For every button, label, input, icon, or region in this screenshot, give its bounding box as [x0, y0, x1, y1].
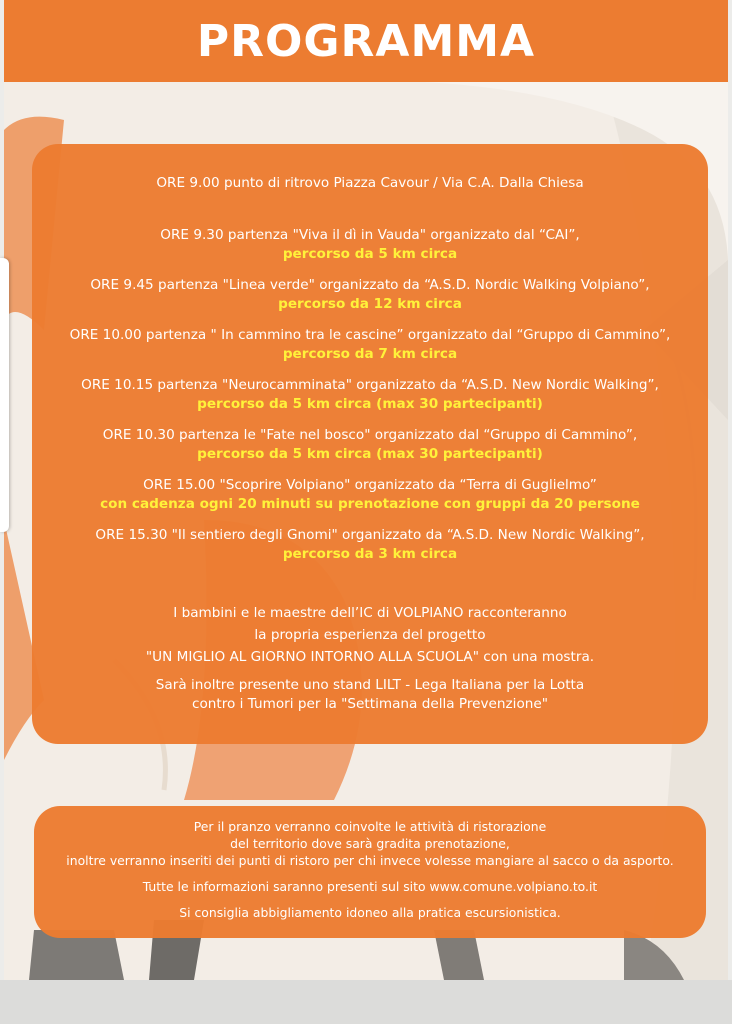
schedule-text: ORE 15.00 "Scoprire Volpiano" organizzato da “Terra di Guglielmo”	[143, 477, 597, 493]
lunch-line: Per il pranzo verranno coinvolte le attività di ristorazione	[193, 819, 547, 834]
lunch-line: inoltre verranno inseriti dei punti di ristoro per chi invece volesse mangiare al sacco o da asporto.	[66, 853, 674, 868]
meeting-point: ORE 9.00 punto di ritrovo Piazza Cavour / Via C.A. Dalla Chiesa	[156, 175, 584, 191]
bottom-bar	[0, 980, 732, 1024]
school-project	[32, 602, 708, 668]
schedule-item	[32, 376, 708, 414]
lilt-line: contro i Tumori per la "Settimana della Prevenzione"	[191, 696, 548, 712]
page-title: PROGRAMMA	[196, 15, 536, 67]
schedule-detail: percorso da 5 km circa (max 30 partecipanti)	[197, 396, 543, 412]
schedule-text: ORE 15.30 "Il sentiero degli Gnomi" organizzato da “A.S.D. New Nordic Walking”,	[95, 527, 645, 543]
schedule-text: ORE 9.45 partenza "Linea verde" organizzato da “A.S.D. Nordic Walking Volpiano”,	[90, 277, 650, 293]
info-panel	[34, 806, 706, 938]
clothing-advice: Si consiglia abbigliamento idoneo alla pratica escursionistica.	[179, 905, 561, 920]
schedule-item	[32, 476, 708, 514]
lunch-line: del territorio dove sarà gradita prenotazione,	[230, 836, 510, 851]
schedule-item	[32, 276, 708, 314]
website-info: Tutte le informazioni saranno presenti sul sito www.comune.volpiano.to.it	[142, 879, 598, 894]
program-panel	[32, 144, 708, 744]
schedule-item	[32, 326, 708, 364]
lilt-stand	[32, 676, 708, 714]
page-header	[4, 0, 728, 82]
schedule-detail: percorso da 5 km circa	[282, 246, 458, 262]
lilt-line: Sarà inoltre presente uno stand LILT - Lega Italiana per la Lotta	[155, 677, 585, 693]
schedule-text: ORE 10.00 partenza " In cammino tra le cascine” organizzato dal “Gruppo di Cammino”,	[69, 327, 671, 343]
schedule-item	[32, 226, 708, 264]
schedule-detail: percorso da 12 km circa	[278, 296, 462, 312]
school-line: la propria esperienza del progetto	[254, 627, 486, 643]
flyer-page	[4, 0, 728, 980]
schedule-detail: con cadenza ogni 20 minuti su prenotazione con gruppi da 20 persone	[100, 496, 640, 512]
schedule-item	[32, 526, 708, 564]
schedule-detail: percorso da 5 km circa (max 30 partecipanti)	[197, 446, 543, 462]
edge-panel-handle[interactable]	[0, 258, 9, 532]
schedule-detail: percorso da 7 km circa	[282, 346, 458, 362]
schedule-item	[32, 426, 708, 464]
schedule-text: ORE 9.30 partenza "Viva il dì in Vauda" organizzato dal “CAI”,	[160, 227, 580, 243]
schedule-text: ORE 10.15 partenza "Neurocamminata" organizzato da “A.S.D. New Nordic Walking”,	[81, 377, 659, 393]
schedule-detail: percorso da 3 km circa	[282, 546, 458, 562]
school-line: "UN MIGLIO AL GIORNO INTORNO ALLA SCUOLA" con una mostra.	[145, 649, 595, 665]
schedule-text: ORE 10.30 partenza le "Fate nel bosco" organizzato dal “Gruppo di Cammino”,	[102, 427, 638, 443]
school-line: I bambini e le maestre dell’IC di VOLPIANO racconteranno	[173, 605, 567, 621]
